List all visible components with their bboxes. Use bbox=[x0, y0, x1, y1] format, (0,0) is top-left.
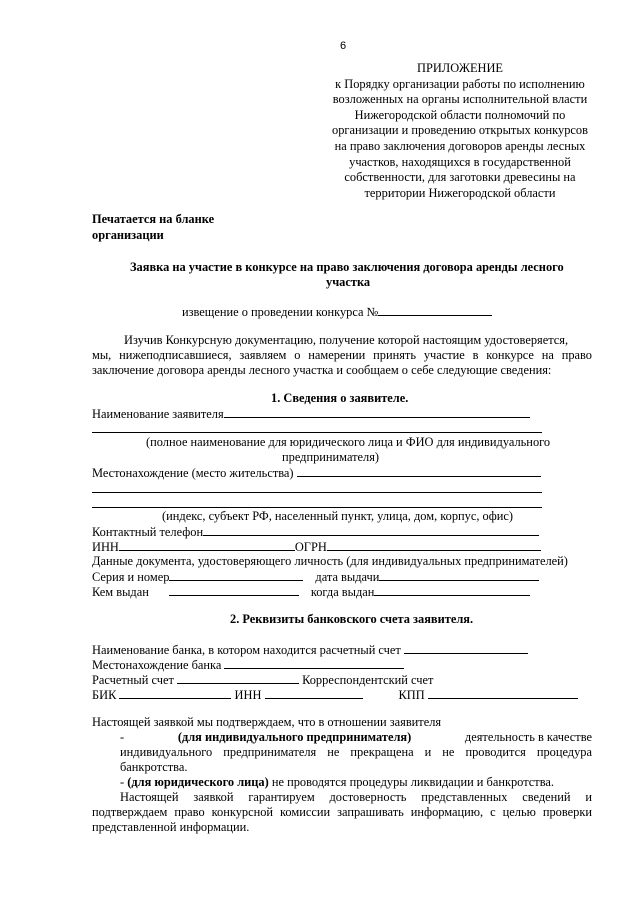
series-field[interactable] bbox=[169, 569, 303, 581]
notice-number-field[interactable] bbox=[378, 304, 492, 316]
applicant-name-field[interactable] bbox=[224, 406, 530, 418]
confirmation-ip-line: банкротства. bbox=[120, 760, 188, 774]
location-row bbox=[92, 465, 541, 481]
bank-name-label: Наименование банка, в котором находится расчетный счет bbox=[92, 643, 401, 657]
appendix-block bbox=[300, 61, 620, 201]
bank-location-row bbox=[92, 657, 404, 673]
phone-field[interactable] bbox=[203, 524, 539, 536]
confirmation-ip-text: деятельность в качестве bbox=[464, 730, 592, 744]
bank-location-label: Местонахождение банка bbox=[92, 658, 222, 672]
intro-line: заключение договора аренды лесного участка и сообщаем о себе следующие сведения: bbox=[92, 363, 552, 377]
bank-location-field[interactable] bbox=[224, 657, 404, 669]
issue-date-label: дата выдачи bbox=[315, 570, 380, 584]
inn2-field[interactable] bbox=[265, 687, 363, 699]
guarantee-line: подтверждаем право конкурсной комиссии запрашивать информацию, с целью проверки bbox=[92, 805, 592, 819]
account-field[interactable] bbox=[177, 672, 299, 684]
when-issued-field[interactable] bbox=[374, 584, 530, 596]
confirmation-intro: Настоящей заявкой мы подтверждаем, что в отношении заявителя bbox=[92, 715, 442, 729]
notice-line bbox=[182, 304, 492, 320]
appendix-line: территории Нижегородской области bbox=[364, 185, 556, 200]
bik-label: БИК bbox=[92, 688, 117, 702]
guarantee-line: Настоящей заявкой гарантируем достоверность представленных сведений и bbox=[120, 790, 592, 804]
location-field[interactable] bbox=[297, 465, 541, 477]
account-row bbox=[92, 672, 433, 688]
account-label: Расчетный счет bbox=[92, 673, 174, 687]
bank-name-field[interactable] bbox=[404, 642, 528, 654]
confirmation-ip-bold: (для индивидуального предпринимателя) bbox=[177, 730, 412, 744]
issue-date-field[interactable] bbox=[379, 569, 539, 581]
applicant-name-field-line2[interactable] bbox=[92, 432, 542, 433]
appendix-line: возложенных на органы исполнительной власти bbox=[332, 92, 588, 107]
confirmation-ul-line: - (для юридического лица) не проводятся процедуры ликвидации и банкротства. bbox=[120, 775, 554, 789]
page-number: 6 bbox=[340, 40, 347, 52]
when-issued-label: когда выдан bbox=[310, 585, 375, 599]
kpp-label: КПП bbox=[398, 688, 425, 702]
issued-by-label: Кем выдан bbox=[92, 585, 149, 599]
confirmation-ip-line: - (для индивидуального предпринимателя) деятельность в качестве bbox=[120, 730, 592, 744]
kpp-field[interactable] bbox=[428, 687, 578, 699]
applicant-name-row bbox=[92, 406, 530, 422]
letterhead-note-line: Печатается на бланке bbox=[92, 212, 215, 226]
letterhead-note-line: организации bbox=[92, 228, 164, 242]
inn2-label: ИНН bbox=[234, 688, 262, 702]
location-field-line2[interactable] bbox=[92, 492, 542, 493]
applicant-name-hint: предпринимателя) bbox=[282, 450, 380, 464]
guarantee-line: представленной информации. bbox=[92, 820, 250, 834]
confirmation-ul-text: не проводятся процедуры ликвидации и банкротства. bbox=[268, 775, 554, 789]
confirmation-ul-bold: (для юридического лица) bbox=[127, 775, 269, 789]
appendix-line: Нижегородской области полномочий по bbox=[354, 107, 566, 122]
phone-label: Контактный телефон bbox=[92, 525, 204, 539]
series-label: Серия и номер bbox=[92, 570, 170, 584]
issued-by-field[interactable] bbox=[169, 584, 299, 596]
appendix-line: организации и проведению открытых конкурсов bbox=[332, 123, 588, 138]
appendix-line: участков, находящихся в государственной bbox=[349, 154, 571, 169]
intro-line: мы, нижеподписавшиеся, заявляем о намерении принять участие в конкурсе на право bbox=[92, 348, 592, 362]
location-field-line3[interactable] bbox=[92, 507, 542, 508]
confirmation-ip-line: индивидуального предпринимателя не прекращена и не проводится процедура bbox=[120, 745, 592, 759]
phone-row bbox=[92, 524, 539, 540]
series-row bbox=[92, 569, 539, 585]
notice-label: извещение о проведении конкурса № bbox=[182, 305, 379, 319]
section2-heading: 2. Реквизиты банковского счета заявителя. bbox=[230, 612, 474, 626]
appendix-line: на право заключения договоров аренды лесных bbox=[334, 138, 586, 153]
section1-heading: 1. Сведения о заявителе. bbox=[271, 391, 409, 405]
location-hint: (индекс, субъект РФ, населенный пункт, улица, дом, корпус, офис) bbox=[162, 509, 514, 523]
inn-ogrn-row bbox=[92, 539, 541, 555]
id-doc-label: Данные документа, удостоверяющего личность (для индивидуальных предпринимателей) bbox=[92, 554, 568, 568]
appendix-line: к Порядку организации работы по исполнению bbox=[335, 76, 585, 91]
application-title-line: участка bbox=[326, 275, 371, 289]
ogrn-field[interactable] bbox=[327, 539, 541, 551]
ogrn-label: ОГРН bbox=[294, 540, 327, 554]
location-label: Местонахождение (место жительства) bbox=[92, 466, 294, 480]
intro-line: Изучив Конкурсную документацию, получение которой настоящим удостоверяется, bbox=[124, 333, 569, 347]
applicant-name-hint: (полное наименование для юридического лица и ФИО для индивидуального bbox=[146, 435, 551, 449]
bank-name-row bbox=[92, 642, 528, 658]
bik-row bbox=[92, 687, 578, 703]
inn-label: ИНН bbox=[92, 540, 119, 554]
appendix-title: ПРИЛОЖЕНИЕ bbox=[417, 61, 503, 75]
corr-account-label: Корреспондентский счет bbox=[302, 673, 434, 687]
bik-field[interactable] bbox=[119, 687, 231, 699]
applicant-name-label: Наименование заявителя bbox=[92, 407, 224, 421]
inn-field[interactable] bbox=[119, 539, 295, 551]
appendix-line: собственности, для заготовки древесины на bbox=[344, 170, 576, 185]
application-title-line: Заявка на участие в конкурсе на право заключения договора аренды лесного bbox=[130, 260, 564, 274]
issued-by-row bbox=[92, 584, 530, 600]
